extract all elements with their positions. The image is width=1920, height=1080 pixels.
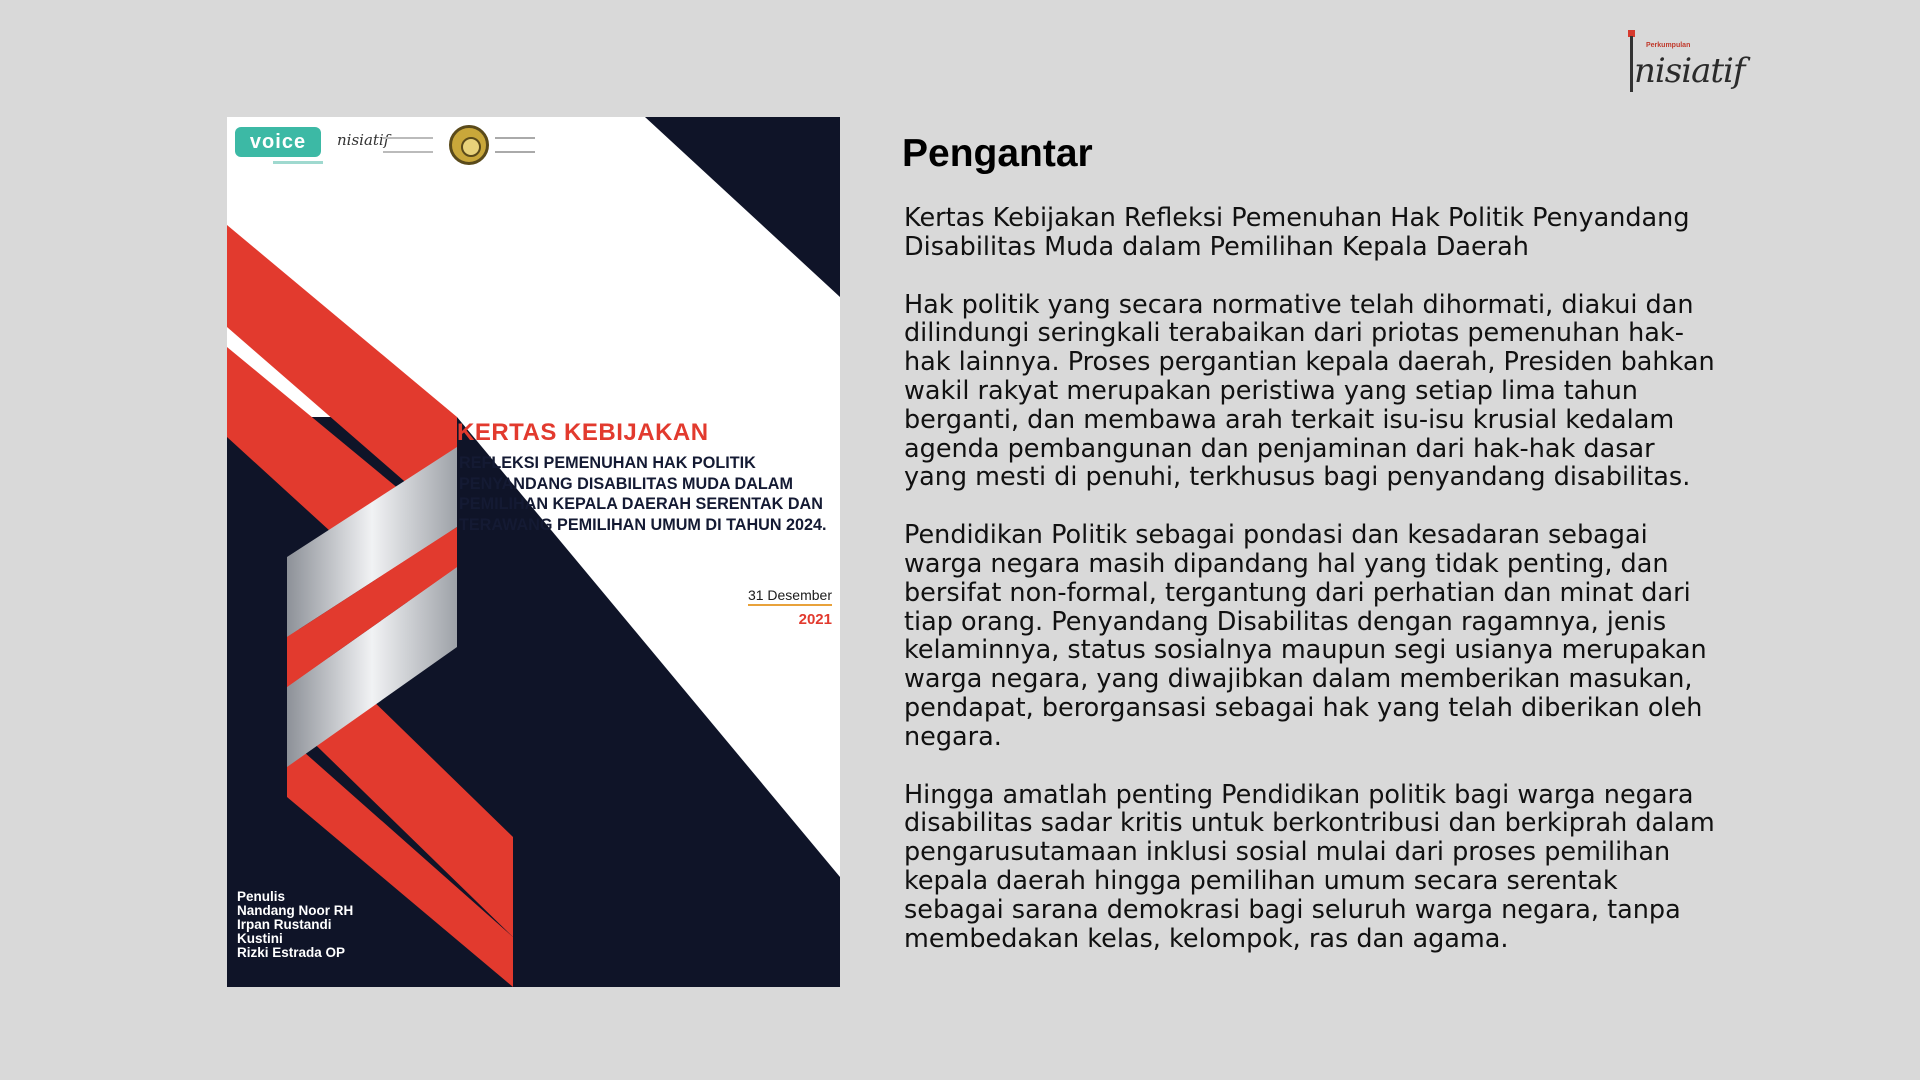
cover-inisiatif-text bbox=[383, 137, 433, 153]
seal-logo-text bbox=[495, 137, 535, 153]
policy-paper-cover bbox=[227, 117, 840, 987]
author-name: Nandang Noor RH bbox=[237, 903, 354, 918]
cover-date-day: 31 Desember bbox=[748, 587, 832, 606]
voice-logo-sub bbox=[273, 161, 323, 164]
cover-date-year: 2021 bbox=[798, 611, 832, 628]
paragraph: Pendidikan Politik sebagai pondasi dan kesadaran sebagai warga negara masih dipandang hal yang tidak penting, dan bersifat non-formal, tergantung dari perhatian dan minat dari tiap orang. Penyandang Disabilitas dengan ragamnya, jenis kelaminnya, status sosialnya maupun segi usianya merupakan warga negara, yang diwajibkan dalam memberikan masukan, pendapat, berorgansasi sebagai hak yang telah diberikan oleh negara. bbox=[904, 520, 1707, 752]
cover-art bbox=[227, 117, 840, 987]
cover-subtitle: REFLEKSI PEMENUHAN HAK POLITIK PENYANDANG DISABILITAS MUDA DALAM PEMILIHAN KEPALA DAERAH SERENTAK DAN TERAWANG PEMILIHAN UMUM DI TAHUN 2024. bbox=[459, 454, 827, 534]
paragraph: Kertas Kebijakan Refleksi Pemenuhan Hak Politik Penyandang Disabilitas Muda dalam Pemilihan Kepala Daerah bbox=[904, 203, 1690, 262]
cover-title: KERTAS KEBIJAKAN bbox=[457, 419, 709, 446]
logo-bar bbox=[1630, 36, 1633, 92]
logo-word: nisiatif bbox=[1634, 51, 1745, 91]
cover-navy-top-right bbox=[645, 117, 840, 297]
paragraph: Hak politik yang secara normative telah dihormati, diakui dan dilindungi seringkali terabaikan dari priotas pemenuhan hak-hak lainnya. Proses pergantian kepala daerah, Presiden bahkan wakil rakyat merupakan peristiwa yang setiap lima tahun berganti, dan membawa arah terkait isu-isu krusial kedalam agenda pembangunan dan penjaminan dari hak-hak dasar yang mesti di penuhi, terkhusus bagi penyandang disabilitas. bbox=[904, 289, 1715, 493]
voice-logo: voice bbox=[235, 127, 321, 157]
intro-body bbox=[904, 204, 1722, 982]
authors-label: Penulis bbox=[237, 889, 286, 904]
author-name: Kustini bbox=[237, 931, 283, 946]
seal-logo bbox=[449, 125, 489, 165]
paragraph: Hingga amatlah penting Pendidikan politik bagi warga negara disabilitas sadar kritis untuk berkontribusi dan berkiprah dalam pengarusutamaan inklusi sosial mulai dari proses pemilihan kepala daerah hingga pemilihan umum secara serentak sebagai sarana demokrasi bagi seluruh warga negara, tanpa membedakan kelas, kelompok, ras dan agama. bbox=[904, 779, 1715, 954]
author-name: Irpan Rustandi bbox=[237, 917, 332, 932]
cover-inisiatif-logo: nisiatif bbox=[337, 131, 390, 149]
inisiatif-logo bbox=[1620, 26, 1745, 98]
logo-tag: Perkumpulan bbox=[1646, 42, 1691, 49]
cover-authors bbox=[237, 890, 353, 960]
page-title: Pengantar bbox=[902, 132, 1093, 175]
author-name: Rizki Estrada OP bbox=[237, 945, 346, 960]
